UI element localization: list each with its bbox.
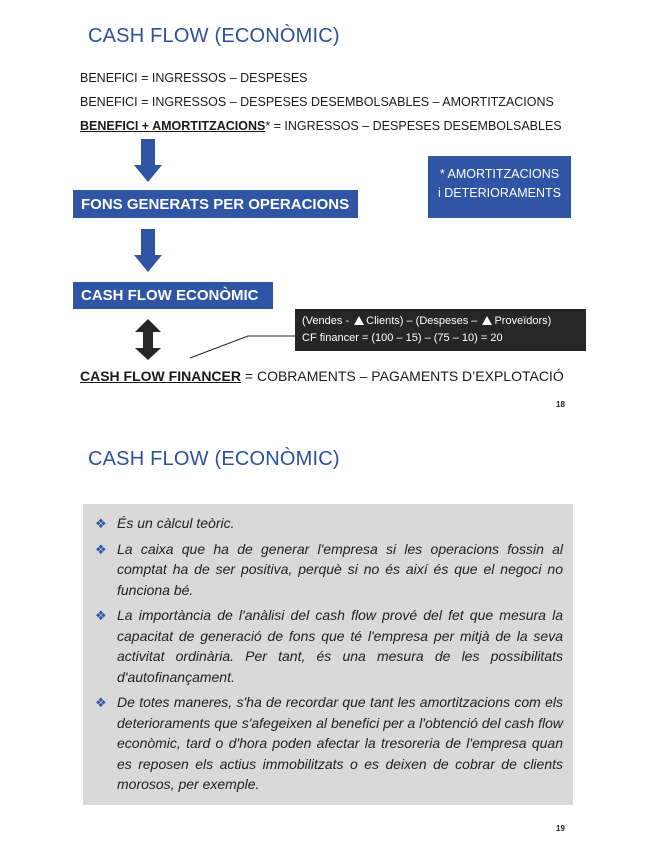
financer-rest: = COBRAMENTS – PAGAMENTS D’EXPLOTACIÓ (241, 368, 564, 384)
diamond-bullet-icon: ❖ (95, 608, 107, 623)
equation-benefici-3 (80, 119, 562, 133)
double-arrow-icon (134, 319, 162, 361)
slide2-title: CASH FLOW (ECONÒMIC) (88, 448, 340, 470)
cash-flow-economic-box: CASH FLOW ECONÒMIC (73, 282, 273, 309)
callout-part-b: Clients) – (Despeses – (366, 315, 481, 327)
callout-part-c: Proveïdors) (494, 315, 552, 327)
bullet-text: És un càlcul teòric. (117, 515, 235, 531)
cf-financer-callout (295, 309, 586, 351)
delta-triangle-icon-2 (482, 316, 492, 325)
callout-line-1 (302, 313, 586, 330)
diamond-bullet-icon: ❖ (95, 541, 107, 557)
arrow-down-icon (133, 139, 163, 183)
list-item (93, 539, 563, 601)
note-line-1: * AMORTITZACIONS (439, 167, 560, 181)
bullet-text: La importància de l'anàlisi del cash flow prové del fet que mesura la capacitat de generació de fons que té l'empresa per mitjà de la seva activitat ordinària. Per tant, és una mesura de les possibilitats d'autofinançament. (117, 607, 563, 685)
diamond-bullet-icon: ❖ (95, 695, 107, 710)
cash-flow-financer-equation (80, 368, 564, 384)
equation-3-lhs: BENEFICI + AMORTITZACIONS (80, 119, 266, 133)
callout-part-a: (Vendes - (302, 315, 353, 327)
equation-benefici-2: BENEFICI = INGRESSOS – DESPESES DESEMBOLSABLES – AMORTITZACIONS (80, 95, 554, 109)
list-item (93, 513, 563, 534)
equation-3-rhs: = INGRESSOS – DESPESES DESEMBOLSABLES (270, 119, 562, 133)
diamond-bullet-icon: ❖ (95, 516, 107, 531)
financer-label: CASH FLOW FINANCER (80, 368, 241, 384)
callout-connector-line (188, 331, 298, 361)
bullet-text: De totes maneres, s'ha de recordar que tant les amortitzacions com els deterioraments que s'afegeixen al benefici per a l'obtenció del cash flow econòmic, tard o d'hora poden afectar la tresoreria de l'empresa quan es reposen els actius immobilitzats o es deixen de cobrar de clients morosos, per exemple. (117, 694, 563, 792)
fons-generats-box: FONS GENERATS PER OPERACIONS (73, 190, 358, 218)
list-item (93, 605, 563, 687)
page-number-19: 19 (556, 824, 565, 833)
amortitzacions-note (428, 156, 571, 218)
equation-benefici-1: BENEFICI = INGRESSOS – DESPESES (80, 71, 308, 85)
page-number-18: 18 (556, 400, 565, 409)
bullet-list (93, 513, 563, 800)
note-line-2: i DETERIORAMENTS (438, 186, 561, 200)
delta-triangle-icon (354, 316, 364, 325)
list-item (93, 692, 563, 795)
callout-line-2: CF financer = (100 – 15) – (75 – 10) = 20 (302, 332, 503, 344)
arrow-down-icon-2 (133, 229, 163, 273)
slide1-title: CASH FLOW (ECONÒMIC) (88, 25, 340, 47)
bullet-panel (83, 504, 573, 805)
bullet-text: La caixa que ha de generar l'empresa si les operacions fossin al comptat ha de ser positiva, perquè si no és així és que el negoci no funciona bé. (117, 540, 563, 598)
equation-3-star: * (265, 119, 271, 133)
